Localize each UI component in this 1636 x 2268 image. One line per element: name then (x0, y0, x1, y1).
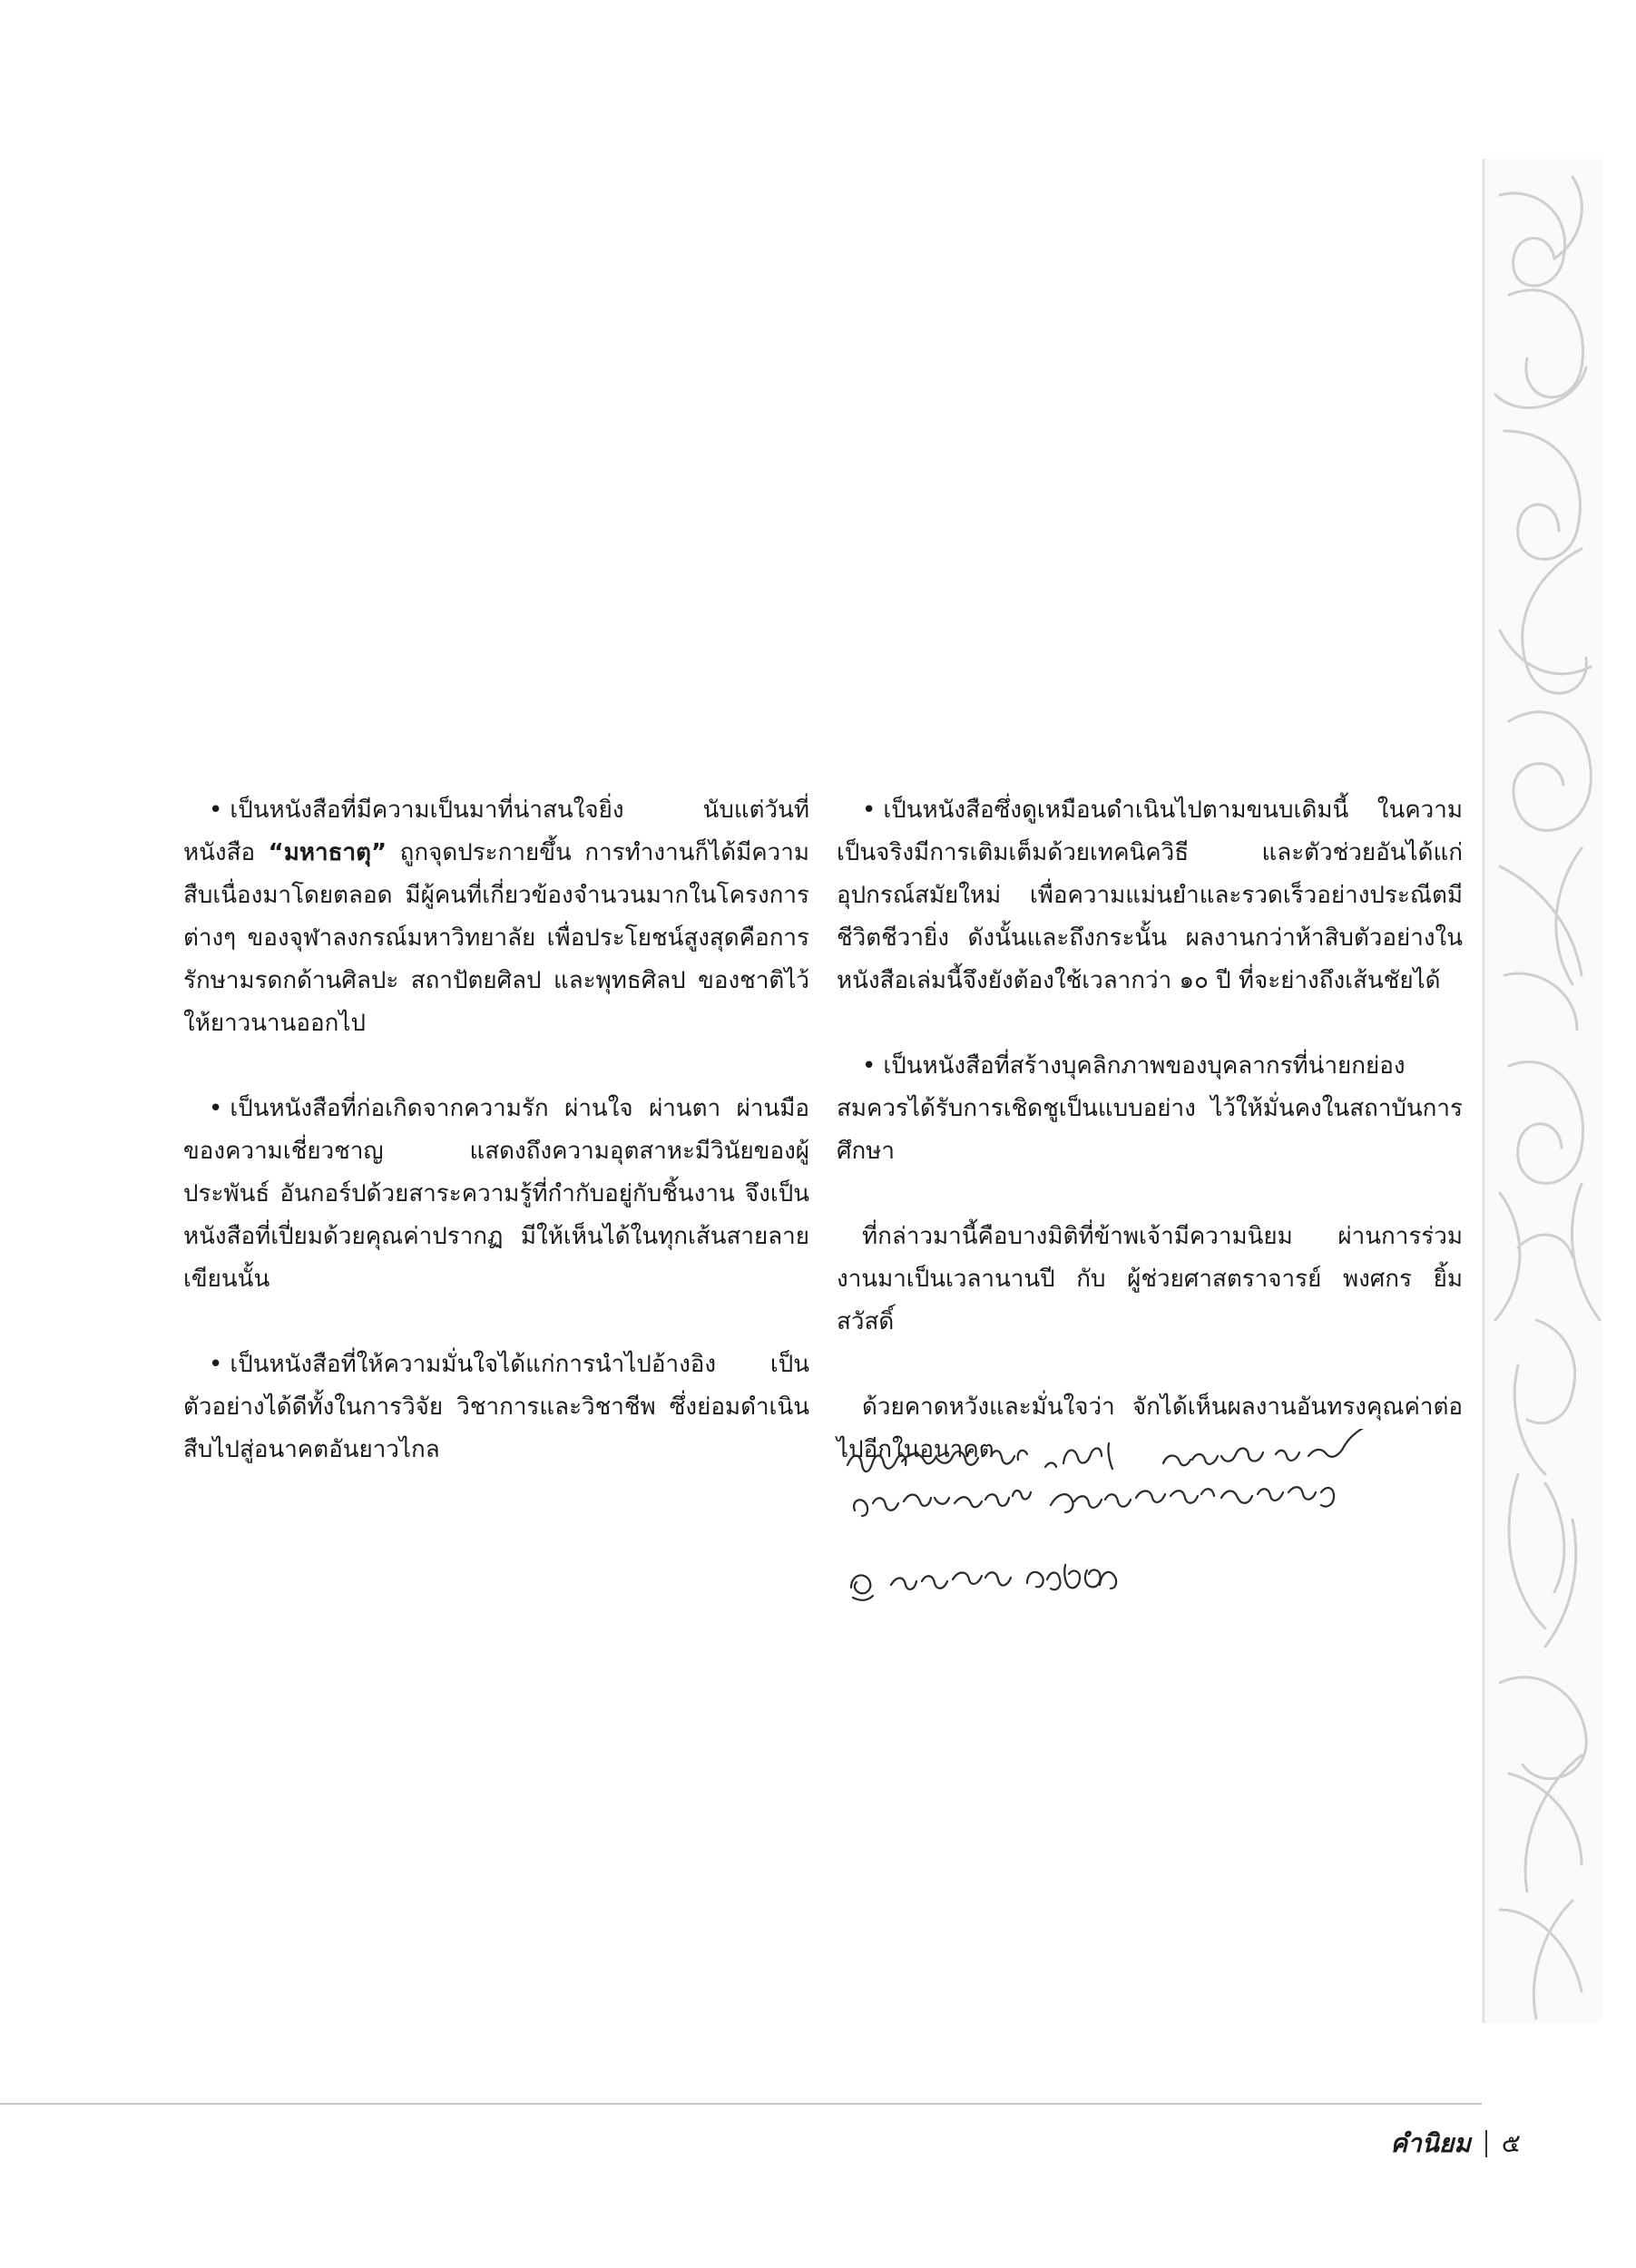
footer-rule (0, 2103, 1482, 2105)
paragraph-text: เป็นหนังสือที่ก่อเกิดจากความรัก ผ่านใจ ผ่านตา ผ่านมือของความเชี่ยวชาญ แสดงถึงความอุตสาหะมีวินัยของผู้ประพันธ์ อันกอร์ปด้วยสาระความรู้ที่กำกับอยู่กับชิ้นงาน จึงเป็นหนังสือที่เปี่ยมด้วยคุณค่าปรากฏ มีให้เห็นได้ในทุกเส้นสายลายเขียนนั้น (183, 1095, 809, 1293)
bullet: • (209, 1095, 223, 1122)
paragraph-text: เป็นหนังสือที่สร้างบุคลิกภาพของบุคลากรที่น่ายกย่อง สมควรได้รับการเชิดชูเป็นแบบอย่าง ไว้ให้มั่นคงในสถาบันการศึกษา (837, 1052, 1463, 1165)
handwritten-signature-icon (837, 1429, 1472, 1637)
bullet: • (862, 797, 877, 824)
book-title: “มหาธาตุ” (268, 839, 387, 866)
right-column (837, 789, 1463, 1514)
left-paragraph-2 (183, 1088, 809, 1301)
paragraph-text: เป็นหนังสือซึ่งดูเหมือนดำเนินไปตามขนบเดิมนี้ ในความเป็นจริงมีการเติมเต็มด้วยเทคนิควิธี และตัวช่วยอันได้แก่อุปกรณ์สมัยใหม่ เพื่อความแม่นยำและรวดเร็วอย่างประณีตมีชีวิตชีวายิ่ง ดังนั้นและถึงกระนั้น ผลงานกว่าห้าสิบตัวอย่างในหนังสือเล่มนี้จึงยังต้องใช้เวลากว่า ๑๐ ปี ที่จะย่างถึงเส้นชัยได้ (837, 797, 1463, 994)
right-paragraph-2 (837, 1045, 1463, 1173)
paragraph-text: ถูกจุดประกายขึ้น การทำงานก็ได้มีความสืบเนื่องมาโดยตลอด มีผู้คนที่เกี่ยวข้องจำนวนมากในโครงการต่างๆ ของจุฬาลงกรณ์มหาวิทยาลัย เพื่อประโยชน์สูงสุดคือการรักษามรดกด้านศิลปะ สถาปัตยศิลป และพุทธศิลป ของชาติไว้ให้ยาวนานออกไป (183, 839, 810, 1037)
page-footer (1390, 2121, 1521, 2166)
paragraph-text: เป็นหนังสือที่มีความเป็นมาที่น่าสนใจยิ่ง นับแต่วันที่หนังสือ (183, 797, 809, 866)
bullet: • (209, 1351, 223, 1378)
bullet: • (862, 1052, 877, 1080)
right-paragraph-1 (837, 789, 1463, 1002)
footer-separator (1485, 2130, 1487, 2157)
thai-kranok-ornament-icon (1482, 159, 1602, 2023)
right-paragraph-3: ที่กล่าวมานี้คือบางมิติที่ข้าพเจ้ามีความนิยม ผ่านการร่วมงานมาเป็นเวลานานปี กับ ผู้ช่วยศาสตราจารย์ พงศกร ยิ้มสวัสดิ์ (837, 1223, 1463, 1335)
paragraph-text: เป็นหนังสือที่ให้ความมั่นใจได้แก่การนำไปอ้างอิง เป็นตัวอย่างได้ดีทั้งในการวิจัย วิชาการและวิชาชีพ ซึ่งย่อมดำเนินสืบไปสู่อนาคตอันยาวไกล (183, 1351, 809, 1463)
right-paragraph-4: ด้วยคาดหวังและมั่นใจว่า จักได้เห็นผลงานอันทรงคุณค่าต่อไปอีกในอนาคต (837, 1393, 1463, 1463)
section-title: คำนิยม (1390, 2128, 1471, 2158)
page-number: ๕ (1501, 2128, 1521, 2158)
left-paragraph-3 (183, 1344, 809, 1471)
left-column (183, 789, 809, 1514)
left-paragraph-1 (183, 789, 809, 1045)
bullet: • (209, 797, 223, 824)
